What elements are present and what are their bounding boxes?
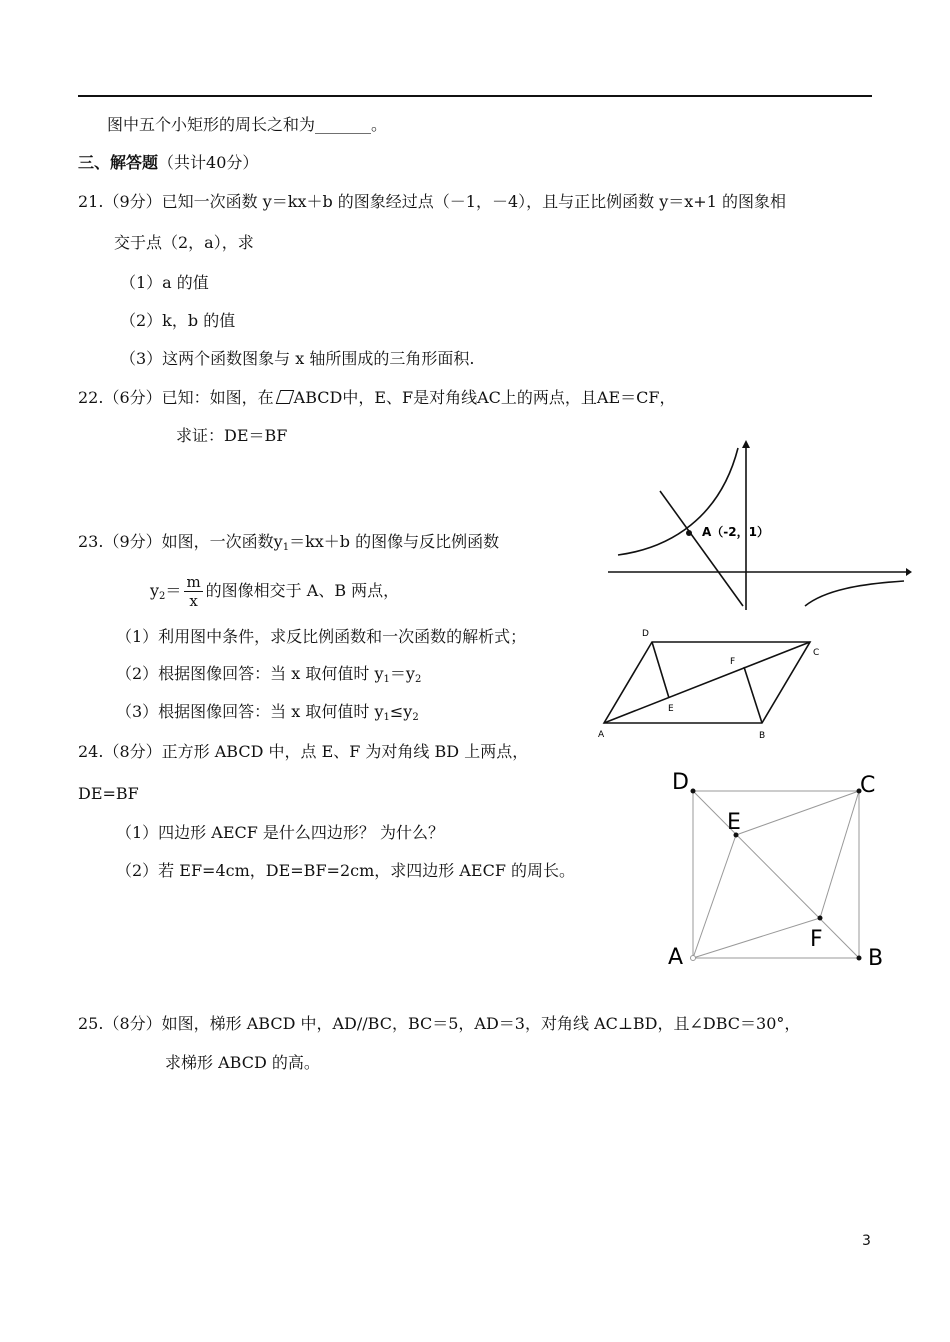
q23-part2-sub1: 1 — [383, 674, 390, 685]
q23-part3-sub1: 1 — [383, 712, 390, 723]
point-b — [857, 956, 862, 961]
section-heading — [78, 152, 258, 174]
label-c: C — [860, 773, 876, 798]
prev-question-tail: 图中五个小矩形的周长之和为_______。 — [107, 115, 388, 134]
section-score: （共计40分） — [158, 153, 259, 172]
label-c: C — [813, 648, 820, 658]
q24-line1: 24.（8分）正方形 ABCD 中，点 E、F 为对角线 BD 上两点， — [78, 742, 529, 761]
q24-part1: （1）四边形 AECF 是什么四边形？ 为什么？ — [116, 823, 445, 842]
y-axis-arrow-icon — [742, 440, 750, 448]
segment-ec — [736, 791, 859, 835]
q21-part1: （1）a 的值 — [120, 273, 209, 292]
q23-part2 — [116, 663, 421, 691]
label-d: D — [642, 629, 649, 639]
q21-part3: （3）这两个函数图象与 x 轴所围成的三角形面积. — [120, 349, 475, 368]
fraction-numerator: m — [186, 573, 201, 591]
q24-square-figure — [664, 764, 896, 970]
q23-part2-b: ＝y — [389, 664, 415, 683]
label-d: D — [672, 770, 689, 795]
point-a — [686, 530, 692, 536]
q23-line2-b: 的图像相交于 A、B 两点， — [205, 581, 400, 600]
q21-part2: （2）k，b 的值 — [120, 311, 236, 330]
q23-part2-a: （2）根据图像回答：当 x 取何值时 y — [116, 664, 384, 683]
hyperbola-branch-lower — [805, 581, 904, 606]
q24-part2: （2）若 EF=4cm，DE=BF=2cm，求四边形 AECF 的周长。 — [116, 861, 576, 880]
q25-line2: 求梯形 ABCD 的高。 — [165, 1053, 320, 1072]
label-b: B — [868, 946, 884, 970]
q23-y2-sub: 2 — [159, 591, 166, 602]
page-number: 3 — [862, 1233, 871, 1249]
segment-fa — [693, 918, 820, 958]
q22-line1 — [78, 387, 675, 409]
q23-line1-a: 23.（9分）如图，一次函数 — [78, 532, 274, 551]
label-a: A — [598, 730, 605, 740]
q24-line2: DE=BF — [78, 784, 139, 803]
q23-part3-a: （3）根据图像回答：当 x 取何值时 y — [116, 702, 384, 721]
label-b: B — [759, 731, 766, 741]
linear-function-line — [660, 491, 743, 606]
q23-eq: ＝ — [165, 581, 182, 600]
q22-line1-a: 22.（6分）已知：如图，在 — [78, 388, 274, 407]
q22-line2: 求证：DE＝BF — [176, 426, 288, 445]
point-d — [691, 789, 696, 794]
header-rule — [78, 95, 872, 97]
q23-part1: （1）利用图中条件，求反比例函数和一次函数的解析式； — [116, 627, 527, 646]
label-a: A — [668, 945, 684, 970]
point-a — [691, 956, 696, 961]
parallelogram-symbol-icon — [275, 390, 294, 404]
q23-y2: y — [150, 581, 160, 600]
x-axis-arrow-icon — [906, 568, 912, 576]
segment-cf — [820, 791, 859, 918]
label-e: E — [727, 810, 741, 835]
fraction-m-over-x — [184, 573, 202, 610]
segment-bf — [744, 667, 762, 723]
q23-part3 — [116, 701, 419, 729]
q25-line1: 25.（8分）如图，梯形 ABCD 中，AD//BC，BC＝5，AD＝3，对角线 AC⊥BD，且∠DBC＝30°， — [78, 1014, 801, 1033]
q22-line1-b: ABCD中，E、F是对角线AC上的两点，且AE＝CF， — [293, 388, 676, 407]
q23-part2-sub2: 2 — [414, 674, 422, 685]
fraction-denominator: x — [189, 592, 198, 610]
label-e: E — [668, 704, 674, 714]
segment-ae — [693, 835, 736, 958]
label-f: F — [730, 657, 736, 667]
diagonal-ac — [604, 642, 810, 723]
point-f — [818, 916, 823, 921]
q23-function-graph — [600, 438, 912, 613]
label-f: F — [810, 927, 823, 952]
q23-line1-b: ＝kx＋b 的图像与反比例函数 — [289, 532, 500, 551]
point-a-label: A（-2，1） — [702, 525, 769, 539]
q23-part3-b: ≤y — [389, 702, 413, 721]
q21-line2: 交于点（2，a），求 — [114, 233, 254, 252]
q21-line1: 21.（9分）已知一次函数 y＝kx＋b 的图象经过点（－1，－4），且与正比例函数 y＝x+1 的图象相 — [78, 192, 786, 211]
segment-de — [652, 642, 669, 698]
q23-y1-sub: 1 — [282, 542, 290, 553]
q22-parallelogram-figure — [596, 622, 828, 744]
q23-line1 — [78, 531, 499, 559]
diagonal-bd — [693, 791, 859, 958]
q23-y1: y — [273, 532, 283, 551]
q23-line2 — [150, 572, 399, 616]
q23-part3-sub2: 2 — [412, 712, 419, 723]
section-title: 三、解答题 — [78, 153, 159, 172]
